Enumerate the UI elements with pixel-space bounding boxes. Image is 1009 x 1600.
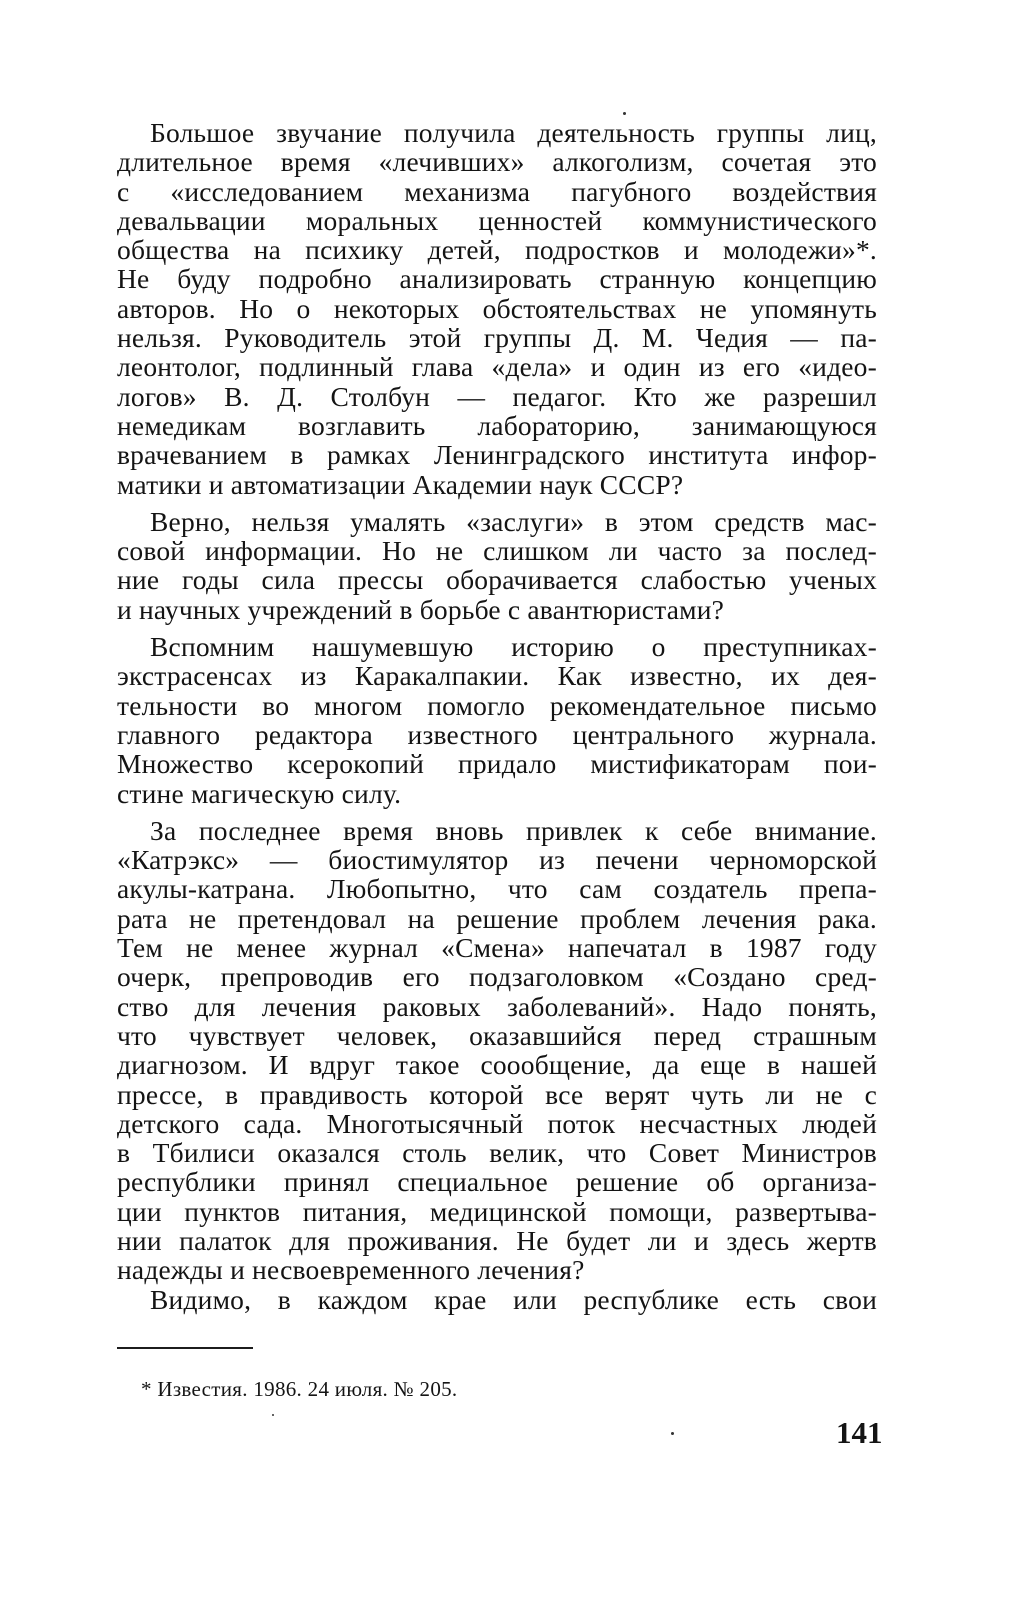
text-line: акулы-катрана. Любопытно, что сам создатель препа-: [117, 873, 877, 905]
text-line: совой информации. Но не слишком ли часто за послед-: [117, 535, 877, 567]
text-line: прессе, в правдивость которой все верят чуть ли не с: [117, 1078, 877, 1110]
text-line: немедикам возглавить лабораторию, занимающуюся: [117, 409, 877, 441]
text-line: Не буду подробно анализировать странную концепцию: [117, 263, 877, 295]
text-line: Множество ксерокопий придало мистификаторам пои-: [117, 748, 877, 780]
text-line: За последнее время вновь привлек к себе внимание.: [150, 814, 877, 846]
text-line: «Катрэкс» — биостимулятор из печени черноморской: [117, 844, 877, 876]
text-line: девальвации моральных ценностей коммунистического: [117, 204, 877, 236]
text-line: нии палаток для проживания. Не будет ли и здесь жертв: [117, 1224, 877, 1256]
text-line: Верно, нельзя умалять «заслуги» в этом средств мас-: [150, 505, 877, 537]
paragraph: [117, 632, 877, 808]
text-line: детского сада. Многотысячный поток несчастных людей: [117, 1107, 877, 1139]
scan-speck: [623, 112, 626, 115]
text-line: что чувствует человек, оказавшийся перед страшным: [117, 1019, 877, 1051]
text-line: логов» В. Д. Столбун — педагог. Кто же разрешил: [117, 380, 877, 412]
text-line: и научных учреждений в борьбе с авантюристами?: [117, 593, 725, 625]
page-number: 141: [836, 1415, 883, 1450]
text-line: ство для лечения раковых заболеваний». Надо понять,: [117, 990, 877, 1022]
text-line: тельности во многом помогло рекомендательное письмо: [117, 689, 877, 721]
footnote: * Известия. 1986. 24 июля. № 205.: [141, 1377, 458, 1401]
text-line: ние годы сила прессы оборачивается слабостью ученых: [117, 564, 877, 596]
text-line: общества на психику детей, подростков и молодежи»*.: [117, 234, 877, 266]
paragraph: [117, 1285, 877, 1314]
text-line: стине магическую силу.: [117, 777, 402, 809]
scan-speck: [272, 1414, 274, 1416]
text-line: Вспомним нашумевшую историю о преступниках-: [150, 631, 877, 663]
text-line: Большое звучание получила деятельность группы лиц,: [150, 117, 877, 148]
paragraph: [117, 507, 877, 624]
text-line: матики и автоматизации Академии наук СССР?: [117, 468, 684, 500]
paragraph: [117, 816, 877, 1285]
footnote-divider: [117, 1347, 253, 1349]
text-line: главного редактора известного центрального журнала.: [117, 718, 877, 750]
scan-speck: [671, 1432, 674, 1435]
text-line: республики принял специальное решение об организа-: [117, 1166, 877, 1198]
text-line: с «исследованием механизма пагубного воздействия: [117, 175, 877, 207]
text-line: экстрасенсах из Каракалпакии. Как известно, их дея-: [117, 660, 877, 692]
text-line: в Тбилиси оказался столь велик, что Совет Министров: [117, 1137, 877, 1169]
text-line: авторов. Но о некоторых обстоятельствах не упомянуть: [117, 292, 877, 324]
text-line: нельзя. Руководитель этой группы Д. М. Чедия — па-: [117, 322, 877, 354]
text-line: ции пунктов питания, медицинской помощи, развертыва-: [117, 1195, 877, 1227]
text-line: Тем не менее журнал «Смена» напечатал в 1987 году: [117, 932, 877, 964]
text-line: Видимо, в каждом крае или республике есть свои: [150, 1283, 877, 1315]
text-line: рата не претендовал на решение проблем лечения рака.: [117, 902, 877, 934]
text-line: длительное время «лечивших» алкоголизм, сочетая это: [117, 146, 877, 178]
text-line: леонтолог, подлинный глава «дела» и один из его «идео-: [117, 351, 877, 383]
text-line: очерк, препроводив его подзаголовком «Создано сред-: [117, 961, 877, 993]
text-line: диагнозом. И вдруг такое соообщение, да еще в нашей: [117, 1049, 877, 1081]
text-line: врачеванием в рамках Ленинградского института инфор-: [117, 439, 877, 471]
paragraph: [117, 118, 877, 499]
body-text: [117, 118, 877, 1314]
text-line: надежды и несвоевременного лечения?: [117, 1254, 585, 1286]
